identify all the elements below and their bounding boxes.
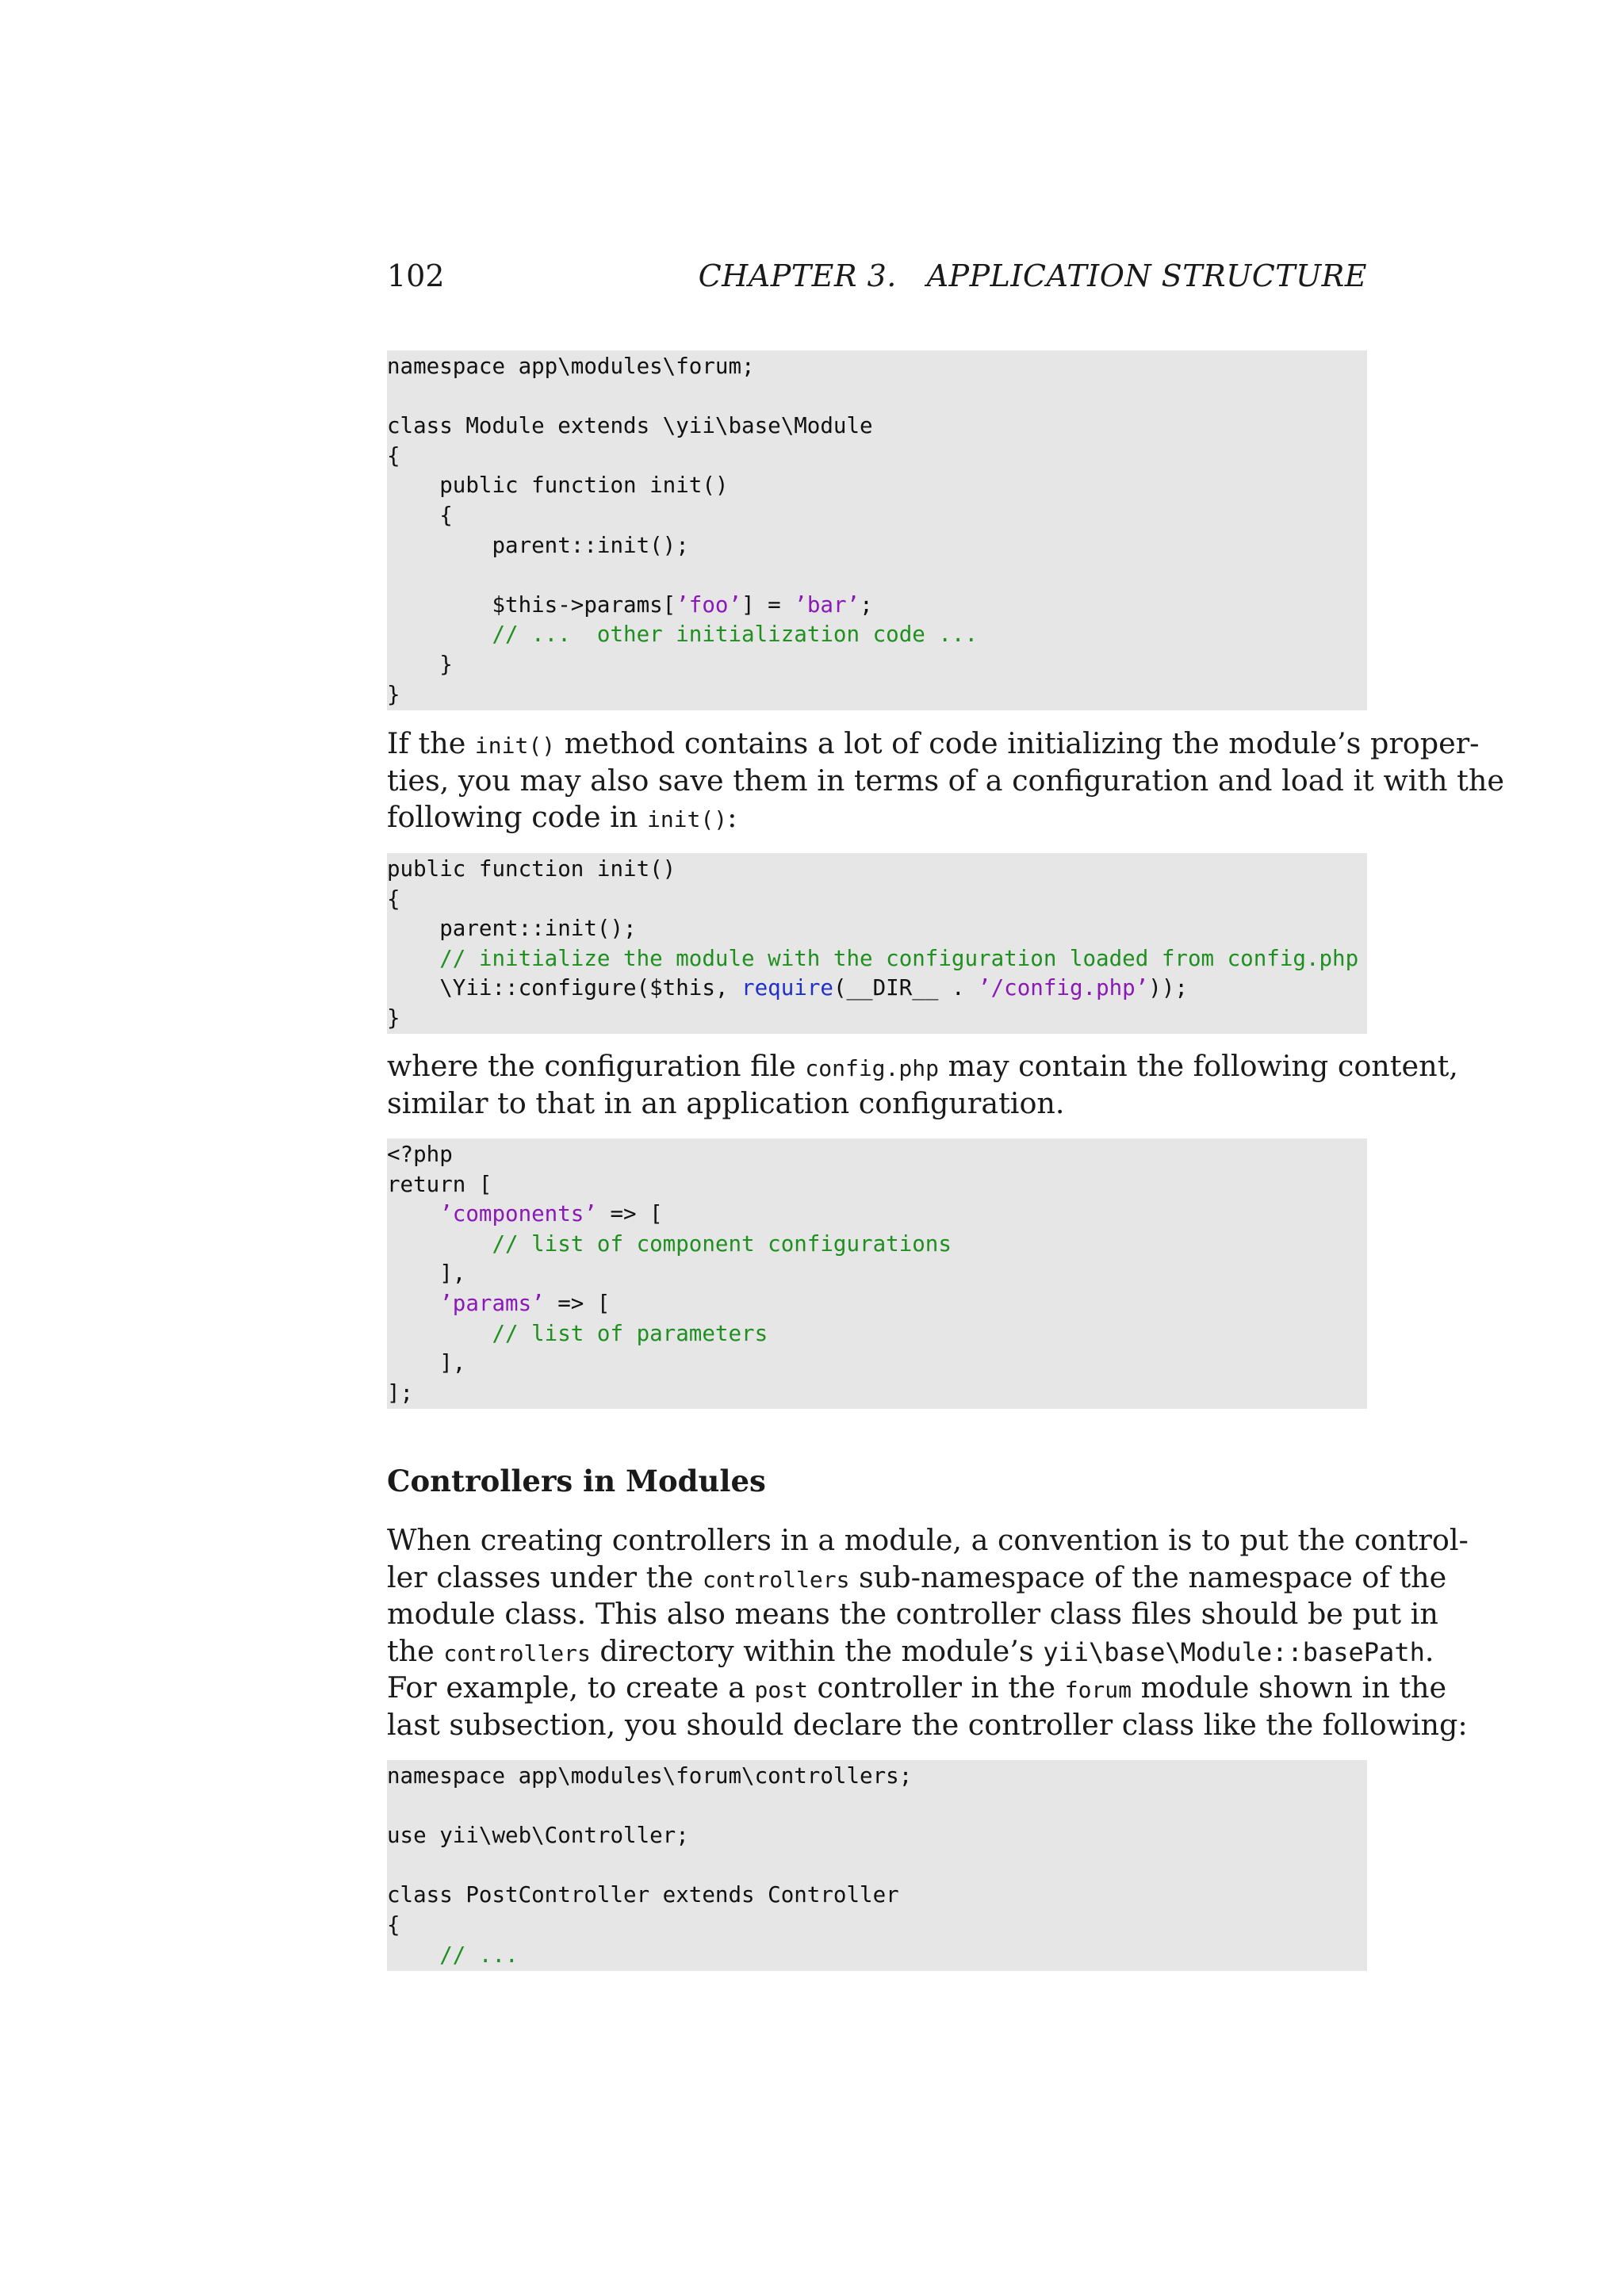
code-line [387, 1379, 1367, 1409]
text-span: parent::init(); [387, 532, 689, 558]
text-span: similar to that in an application configuration. [387, 1085, 1065, 1120]
code-line [387, 1200, 1367, 1230]
text-line [387, 1048, 1458, 1085]
inline-code: yii\base\Module::basePath [1043, 1636, 1425, 1667]
text-span: If the [387, 726, 475, 760]
code-block-init-function [387, 853, 1367, 1034]
code-line [387, 885, 1367, 915]
code-line [387, 1259, 1367, 1289]
text-line [387, 1707, 1468, 1744]
inline-code: controllers [703, 1566, 850, 1593]
code-string: ’foo’ [676, 591, 742, 618]
code-line [387, 471, 1367, 501]
text-span: public function init() [387, 473, 729, 499]
text-span: (__DIR__ . [833, 975, 979, 1001]
page-number: 102 [387, 258, 445, 293]
text-span: may contain the following content, [938, 1049, 1458, 1083]
code-line [387, 1230, 1367, 1260]
code-keyword: require [741, 975, 833, 1001]
code-line [387, 1004, 1367, 1034]
running-head: CHAPTER 3. APPLICATION STRUCTURE [698, 258, 1367, 293]
text-span: controller in the [807, 1670, 1065, 1705]
text-span: => [ [596, 1201, 663, 1227]
text-line [387, 1670, 1447, 1707]
text-span: ], [387, 1350, 466, 1376]
text-span: $this->params[ [387, 591, 676, 618]
paragraph-init-config [387, 725, 1504, 836]
text-span: module class. This also means the controller class files should be put in [387, 1597, 1438, 1632]
text-span: namespace app\modules\forum; [387, 354, 755, 379]
text-span: => [ [544, 1290, 611, 1316]
text-span: last subsection, you should declare the controller class like the following: [387, 1707, 1468, 1742]
code-line [387, 1881, 1367, 1911]
code-line [387, 411, 1367, 442]
code-line [387, 914, 1367, 944]
text-span: where the configuration file [387, 1049, 806, 1083]
text-span: ], [387, 1261, 466, 1287]
code-line [387, 531, 1367, 561]
text-span: parent::init(); [387, 916, 637, 942]
code-line [387, 591, 1367, 621]
text-span: following code in [387, 800, 647, 835]
code-line [387, 1851, 1367, 1881]
code-line [387, 501, 1367, 531]
text-line [387, 763, 1504, 800]
text-span: the [387, 1633, 444, 1668]
text-span: <?php [387, 1142, 453, 1167]
text-span: { [387, 886, 400, 912]
text-span: . [1424, 1633, 1434, 1668]
code-line [387, 1319, 1367, 1349]
text-span: use yii\web\Controller; [387, 1823, 689, 1849]
text-line [387, 1522, 1469, 1559]
text-span: } [387, 1004, 400, 1031]
text-span: directory within the module’s [590, 1633, 1044, 1668]
code-line [387, 1140, 1367, 1170]
text-span: sub-namespace of the namespace of the [849, 1559, 1447, 1594]
text-span: public function init() [387, 856, 676, 882]
text-span: namespace app\modules\forum\controllers; [387, 1763, 913, 1789]
code-comment: // list of component configurations [387, 1230, 952, 1257]
text-span: For example, to create a [387, 1670, 755, 1705]
text-span: ler classes under the [387, 1559, 703, 1594]
text-span: ties, you may also save them in terms of a configuration and load it with the [387, 763, 1504, 798]
inline-code: init() [474, 733, 556, 759]
text-span: : [727, 800, 737, 835]
code-comment: // ... [387, 1942, 519, 1968]
text-span: { [387, 442, 400, 469]
code-line [387, 974, 1367, 1004]
code-string: ’components’ [439, 1201, 597, 1227]
code-line [387, 620, 1367, 650]
text-span: When creating controllers in a module, a convention is to put the control- [387, 1523, 1469, 1557]
paragraph-config-file [387, 1048, 1458, 1122]
page-header [387, 258, 1367, 298]
code-line [387, 442, 1367, 472]
code-string: ’bar’ [794, 591, 860, 618]
code-line [387, 561, 1367, 591]
section-heading: Controllers in Modules [387, 1464, 766, 1498]
code-comment: // ... other initialization code ... [387, 622, 979, 648]
text-span: module shown in the [1132, 1670, 1447, 1705]
text-line [387, 1596, 1438, 1633]
text-span: \Yii::configure($this, [387, 975, 742, 1001]
code-line [387, 650, 1367, 680]
text-span: ]; [387, 1380, 414, 1406]
text-span: method contains a lot of code initializing the module’s proper- [555, 726, 1480, 760]
code-block-post-controller [387, 1760, 1367, 1971]
code-line [387, 352, 1367, 382]
text-span: class PostController extends Controller [387, 1882, 899, 1908]
text-span: { [387, 502, 453, 528]
text-span: )); [1148, 975, 1188, 1001]
code-line [387, 1821, 1367, 1851]
text-span: class Module extends \yii\base\Module [387, 413, 873, 439]
code-line [387, 855, 1367, 885]
text-span: ; [860, 591, 873, 618]
code-block-module-class [387, 350, 1367, 710]
text-span: ] = [741, 591, 795, 618]
text-span [387, 1291, 439, 1316]
code-line [387, 680, 1367, 710]
inline-code: post [754, 1677, 808, 1704]
text-span: } [387, 681, 400, 707]
inline-code: config.php [805, 1055, 939, 1081]
inline-code: controllers [443, 1640, 591, 1667]
text-line [387, 1559, 1447, 1597]
text-span: { [387, 1911, 400, 1938]
code-block-config-php [387, 1138, 1367, 1409]
code-line [387, 1762, 1367, 1792]
text-span: } [387, 651, 453, 677]
text-line [387, 1633, 1434, 1670]
code-string: ’/config.php’ [978, 975, 1149, 1001]
code-line [387, 1911, 1367, 1941]
code-line [387, 1792, 1367, 1822]
code-line [387, 382, 1367, 412]
inline-code: forum [1064, 1677, 1132, 1704]
text-line [387, 725, 1480, 763]
paragraph-controllers-in-modules [387, 1522, 1469, 1744]
inline-code: init() [646, 806, 728, 833]
text-line [387, 799, 1367, 836]
code-line [387, 1289, 1367, 1319]
code-comment: // list of parameters [387, 1320, 768, 1346]
code-line [387, 1170, 1367, 1200]
text-span [387, 1201, 439, 1226]
code-line [387, 1349, 1367, 1379]
code-line [387, 1941, 1367, 1971]
code-line [387, 944, 1367, 974]
text-line [387, 1085, 1367, 1123]
code-string: ’params’ [439, 1290, 545, 1316]
code-comment: // initialize the module with the configuration loaded from config.php [387, 945, 1359, 971]
text-span: return [ [387, 1171, 492, 1197]
